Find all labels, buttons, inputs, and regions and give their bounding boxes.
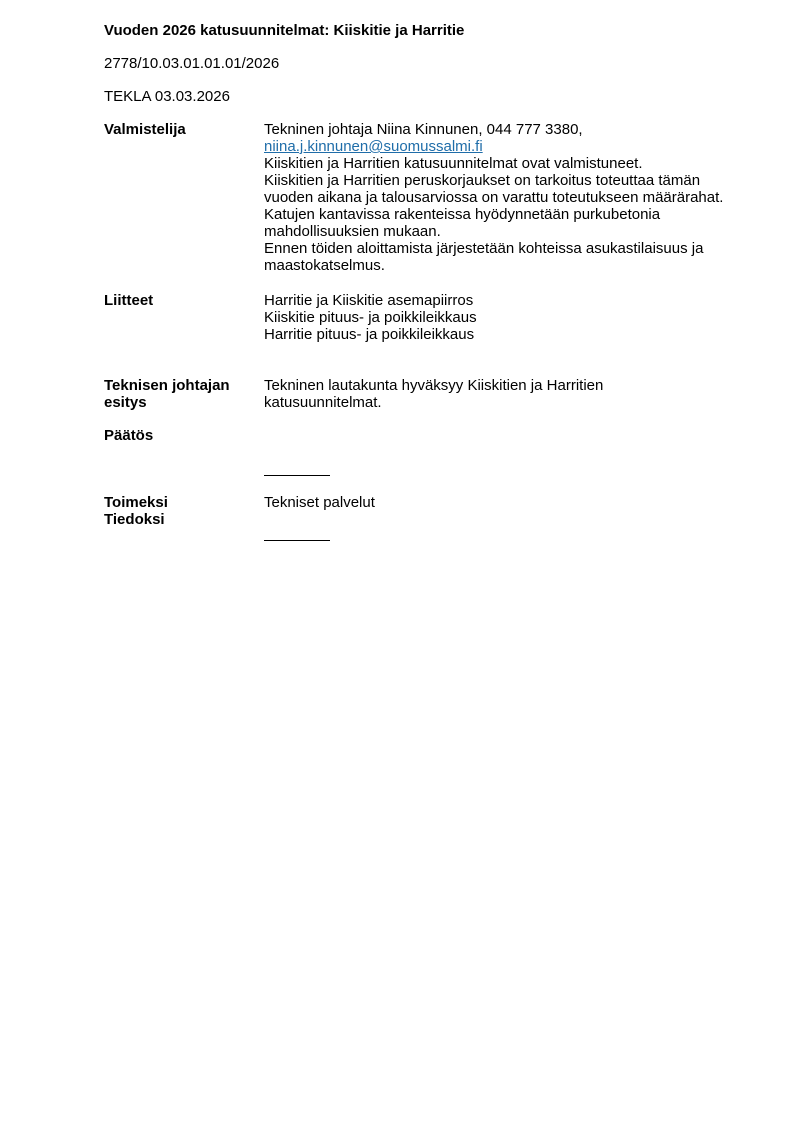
esitys-text: Tekninen lautakunta hyväksyy Kiiskitien ja Harritien katusuunnitelmat. [264,377,604,411]
case-number: 2778/10.03.01.01.01/2026 [104,55,280,72]
meeting-reference: TEKLA 03.03.2026 [104,88,230,105]
email-link[interactable]: niina.j.kinnunen@suomussalmi.fi [264,138,483,155]
section-liitteet [104,292,724,343]
valmistelija-label: Valmistelija [104,121,186,138]
paragraph: Ennen töiden aloittamista järjestetään kohteissa asukastilaisuus ja maastokatselmus. [264,240,704,274]
toimeksi-label: Toimeksi [104,494,168,511]
signature-line [264,540,330,541]
esitys-content [264,377,724,411]
esitys-label: Teknisen johtajan esitys [104,377,230,411]
valmistelija-content [264,121,724,274]
paragraph: Kiiskitien ja Harritien katusuunnitelmat ovat valmistuneet. [264,155,643,172]
attachment-item: Kiiskitie pituus- ja poikkileikkaus [264,309,477,326]
section-valmistelija [104,121,724,274]
liitteet-content [264,292,724,343]
attachment-item: Harritie ja Kiiskitie asemapiirros [264,292,474,309]
liitteet-label: Liitteet [104,292,154,309]
toimeksi-text: Tekniset palvelut [264,494,375,511]
paatos-label: Päätös [104,427,154,444]
toimeksi-tiedoksi-label [104,494,264,528]
document-title: Vuoden 2026 katusuunnitelmat: Kiiskitie ja Harritie [104,22,465,39]
signature-line [264,475,330,476]
attachment-item: Harritie pituus- ja poikkileikkaus [264,326,475,343]
section-esitys [104,377,724,411]
preparer-contact-line: Tekninen johtaja Niina Kinnunen, 044 777 3380, [264,121,583,138]
paragraph: Kiiskitien ja Harritien peruskorjaukset on tarkoitus toteuttaa tämän vuoden aikana ja talousarviossa on varattu toteutukseen määrärahat. Katujen kantavissa rakenteissa hyödynnetään purkubetonia mahdollisuuksien mukaan. [264,172,724,240]
section-paatos [104,427,724,444]
section-toimeksi-tiedoksi [104,494,724,528]
preparer-contact [264,121,724,155]
tiedoksi-label: Tiedoksi [104,511,165,528]
toimeksi-content [264,494,724,511]
